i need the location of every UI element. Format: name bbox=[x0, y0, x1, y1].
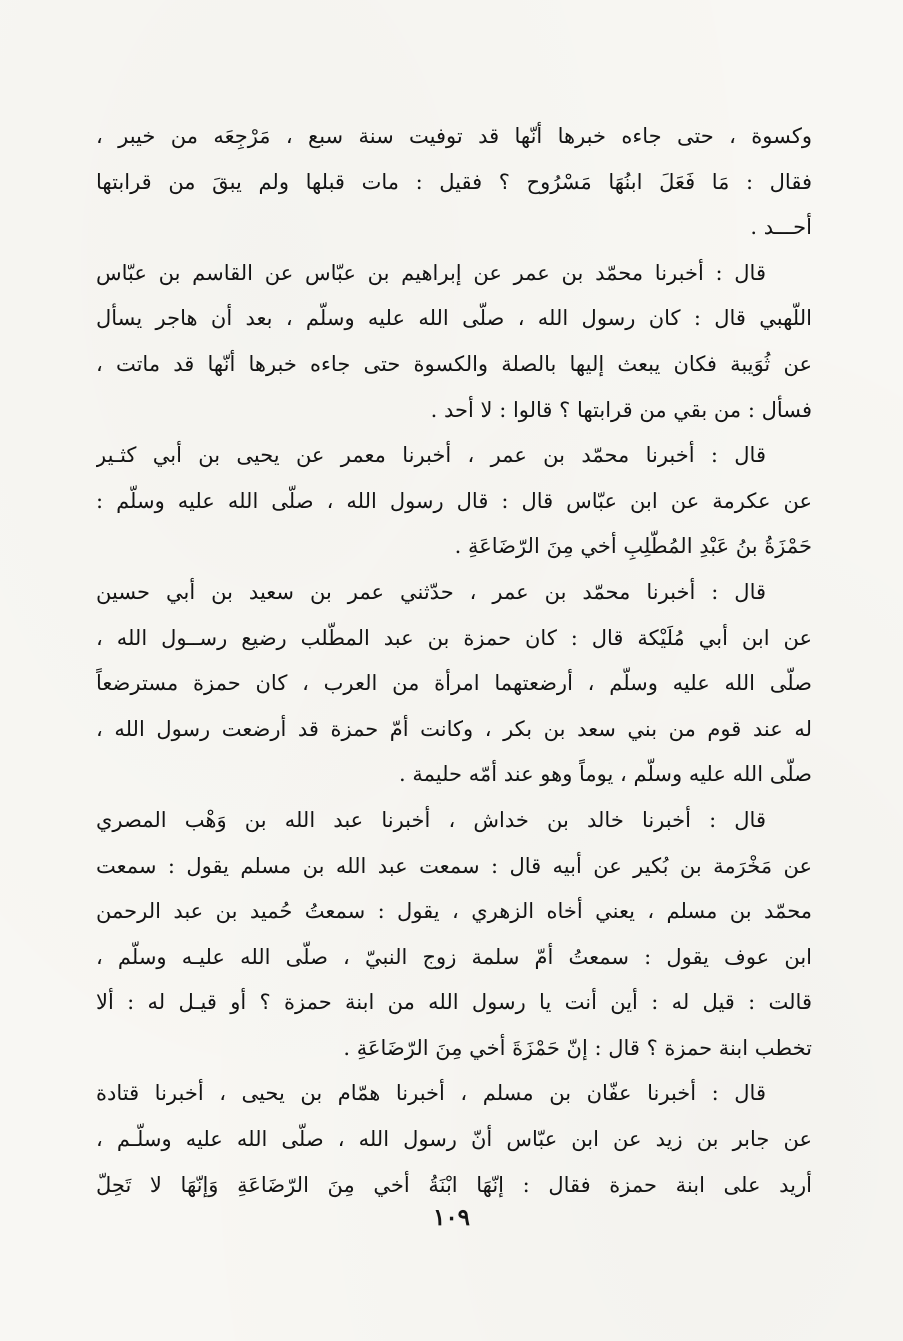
text-line: ابن عوف يقول : سمعتُ أمّ سلمة زوج النبيّ ، صلّى الله عليـه وسلّم ، bbox=[96, 944, 812, 969]
page-body-text bbox=[96, 114, 812, 1208]
text-line: أريد على ابنة حمزة فقال : إنّهَا ابْنَةُ أخي مِنَ الرّضَاعَةِ وَإنّهَا لا تَحِلّ bbox=[96, 1172, 812, 1197]
text-line: له عند قوم من بني سعد بن بكر ، وكانت أمّ حمزة قد أرضعت رسول الله ، bbox=[96, 716, 812, 741]
text-line: تخطب ابنة حمزة ؟ قال : إنّ حَمْزَةَ أخي مِنَ الرّضَاعَةِ . bbox=[343, 1035, 812, 1060]
text-line: قالت : قيل له : أين أنت يا رسول الله من ابنة حمزة ؟ أو قيـل له : ألا bbox=[96, 990, 812, 1015]
page-number: ١٠٩ bbox=[432, 1204, 471, 1231]
paragraph-start-line: قال : أخبرنا محمّد بن عمر ، حدّثني عمر بن سعيد بن أبي حسين bbox=[96, 579, 767, 604]
text-line: أحـــد . bbox=[750, 215, 812, 240]
text-line: اللّهبي قال : كان رسول الله ، صلّى الله عليه وسلّم ، بعد أن هاجر يسأل bbox=[96, 306, 812, 331]
text-line: عن جابر بن زيد عن ابن عبّاس أنّ رسول الله ، صلّى الله عليه وسلّـم ، bbox=[96, 1127, 812, 1152]
text-line: فسأل : من بقي من قرابتها ؟ قالوا : لا أحد . bbox=[430, 397, 812, 422]
text-line: محمّد بن مسلم ، يعني أخاه الزهري ، يقول : سمعتُ حُميد بن عبد الرحمن bbox=[96, 899, 812, 924]
paragraph-start-line: قال : أخبرنا خالد بن خداش ، أخبرنا عبد الله بن وَهْب المصري bbox=[96, 807, 766, 832]
text-line: وكسوة ، حتى جاءه خبرها أنّها قد توفيت سنة سبع ، مَرْجِعَه من خيبر ، bbox=[96, 124, 812, 148]
paragraph-start-line: قال : أخبرنا محمّد بن عمر ، أخبرنا معمر عن يحيى بن أبي كثـير bbox=[96, 443, 766, 468]
paragraph-start-line: قال : أخبرنا محمّد بن عمر عن إبراهيم بن عبّاس عن القاسم بن عبّاس bbox=[96, 260, 766, 285]
text-line: صلّى الله عليه وسلّم ، يوماً وهو عند أمّه حليمة . bbox=[399, 762, 812, 787]
text-line: عن مَخْرَمة بن بُكير عن أبيه قال : سمعت عبد الله بن مسلم يقول : سمعت bbox=[96, 853, 812, 878]
text-line: عن عكرمة عن ابن عبّاس قال : قال رسول الله ، صلّى الله عليه وسلّم : bbox=[96, 488, 812, 513]
text-line: فقال : مَا فَعَلَ ابنُهَا مَسْرُوح ؟ فقيل : مات قبلها ولم يبقَ من قرابتها bbox=[96, 169, 812, 194]
text-line: عن ثُوَيبة فكان يبعث إليها بالصلة والكسوة حتى جاءه خبرها أنّها قد ماتت ، bbox=[96, 351, 812, 376]
text-line: صلّى الله عليه وسلّم ، أرضعتهما امرأة من العرب ، كان حمزة مسترضعاً bbox=[96, 671, 812, 696]
paragraph-start-line: قال : أخبرنا عفّان بن مسلم ، أخبرنا همّام بن يحيى ، أخبرنا قتادة bbox=[96, 1081, 766, 1106]
text-line: حَمْزَةُ بنُ عَبْدِ المُطّلِبِ أخي مِنَ الرّضَاعَةِ . bbox=[454, 534, 812, 559]
text-line: عن ابن أبي مُلَيْكة قال : كان حمزة بن عبد المطّلب رضيع رســول الله ، bbox=[96, 625, 812, 650]
